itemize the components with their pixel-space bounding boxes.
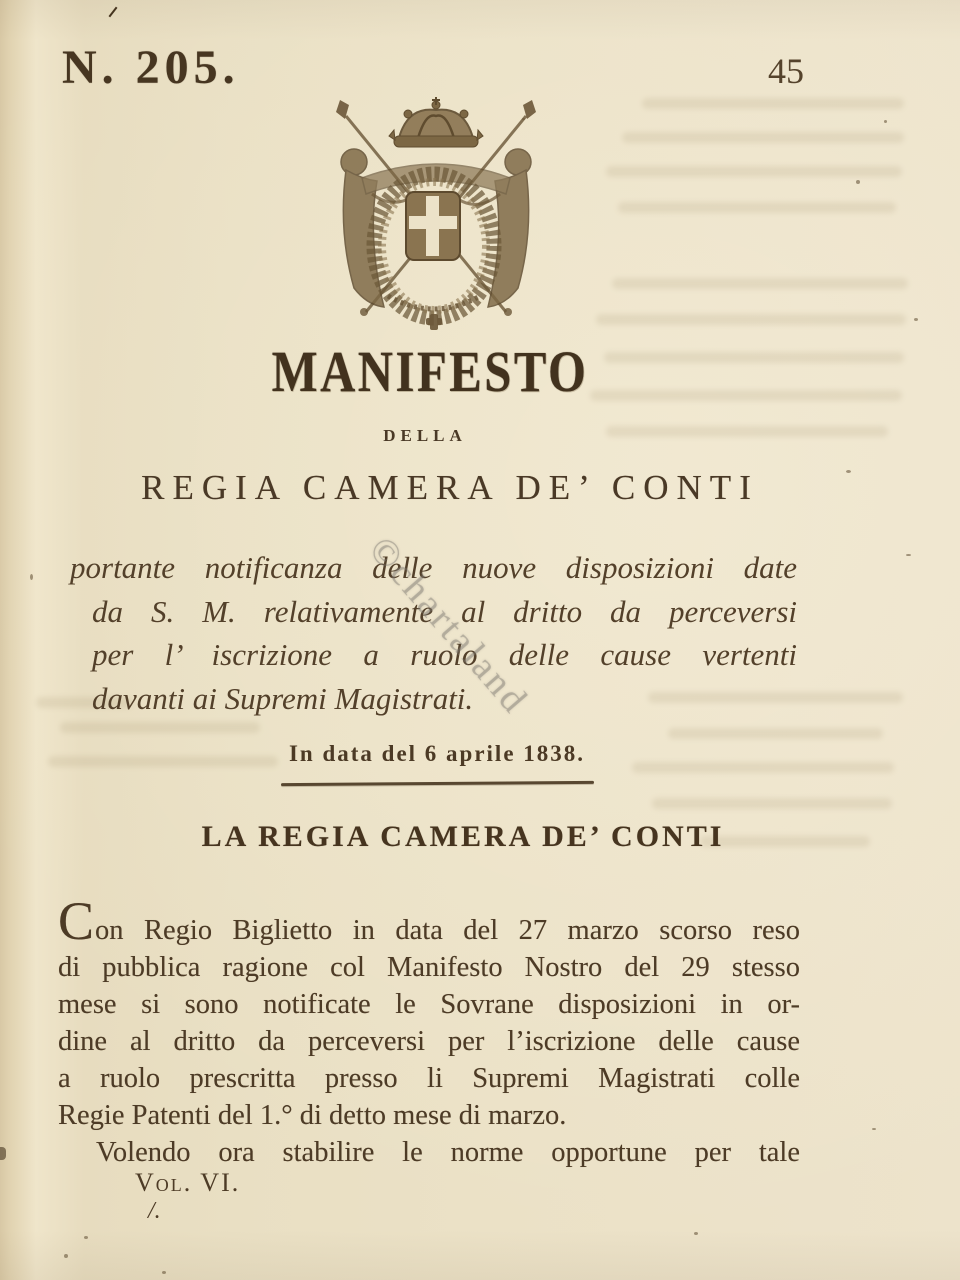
body-line: Regie Patenti del 1.° di detto mese di marzo.	[58, 1100, 567, 1131]
page-number: 45	[768, 51, 804, 91]
summary-line: da S. M. relativamente al dritto da perceversi	[92, 593, 797, 629]
watermark: ©chartaland	[360, 528, 537, 723]
crown-icon	[389, 97, 483, 147]
divider-rule	[281, 781, 594, 786]
drop-cap-initial: C	[58, 891, 96, 951]
body-line: mese si sono notificate le Sovrane disposizioni in or-	[58, 989, 800, 1020]
body-line	[58, 891, 800, 951]
summary-line: davanti ai Supremi Magistrati.	[92, 680, 474, 716]
title-connector: DELLA	[383, 426, 467, 445]
body-line-text: on Regio Biglietto in data del 27 marzo scorso reso	[95, 915, 800, 946]
body-line: dine al dritto da perceversi per l’iscrizione delle cause	[58, 1026, 800, 1057]
volume-label: Vol. VI.	[135, 1168, 241, 1197]
page-title: MANIFESTO	[271, 339, 589, 404]
section-heading: LA REGIA CAMERA DE’ CONTI	[201, 820, 725, 853]
edge-ink-mark	[0, 1147, 6, 1160]
body-line: Volendo ora stabilire le norme opportune per tale	[96, 1137, 800, 1168]
summary-line: portante notificanza delle nuove disposizioni date	[70, 550, 797, 585]
body-line: a ruolo prescritta presso li Supremi Magistrati colle	[58, 1063, 800, 1094]
savoy-coat-of-arms-emblem	[330, 96, 542, 334]
footer-mark: /.	[148, 1198, 161, 1224]
date-line: In data del 6 aprile 1838.	[288, 741, 586, 766]
body-line: di pubblica ragione col Manifesto Nostro del 29 stesso	[58, 952, 800, 983]
body-paragraph	[58, 891, 800, 1171]
issuer-name: REGIA CAMERA DE’ CONTI	[141, 468, 759, 507]
pen-tick-mark	[109, 7, 118, 18]
savoy-shield-icon	[406, 192, 460, 260]
summary-line: per l’ iscrizione a ruolo delle cause vertenti	[92, 637, 797, 672]
document-number: N. 205.	[62, 41, 240, 94]
